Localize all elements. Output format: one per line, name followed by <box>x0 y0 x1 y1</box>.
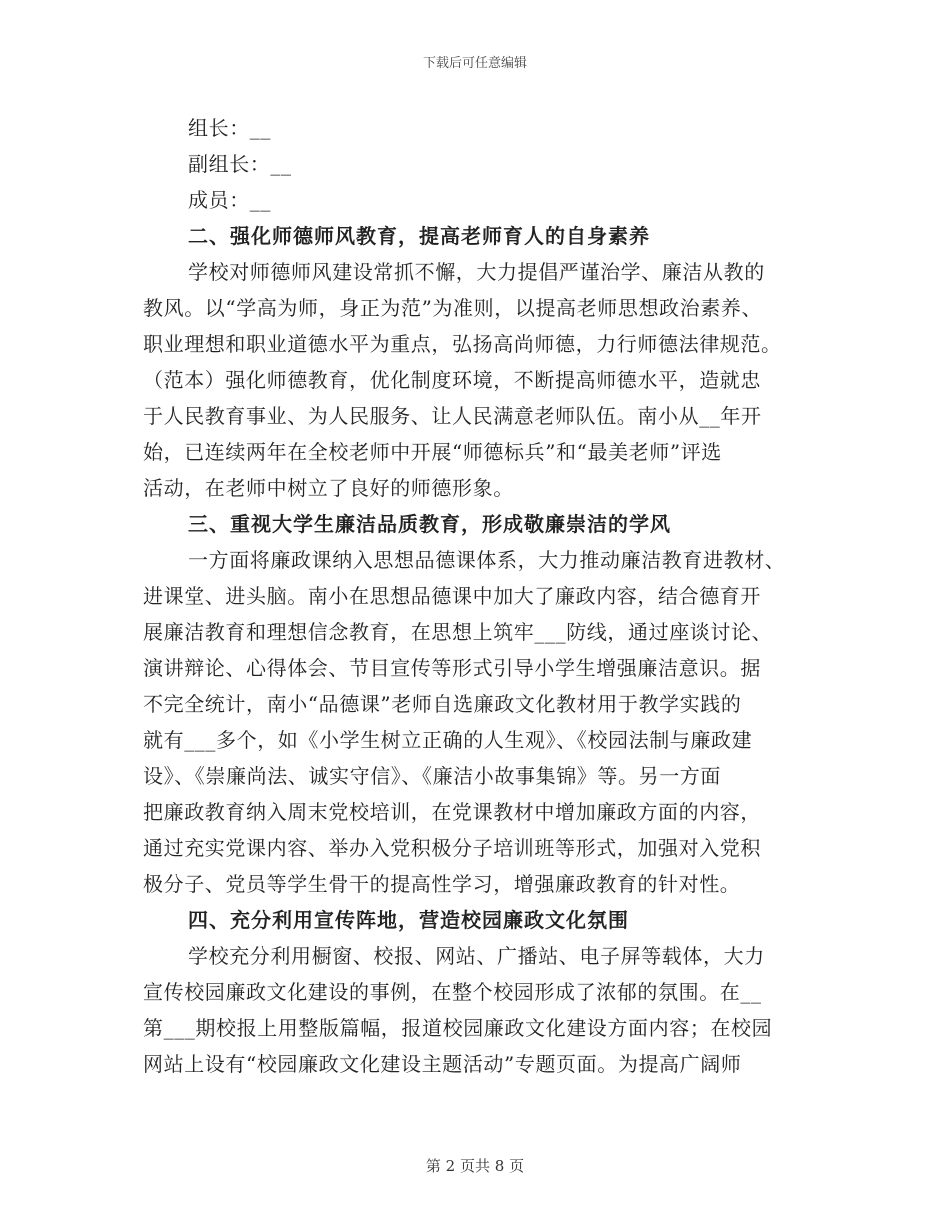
paragraph-line: 演讲辩论、心得体会、节目宣传等形式引导小学生增强廉洁意识。据 <box>143 656 761 680</box>
paragraph-line: 通过充实党课内容、举办入党积极分子培训班等形式，加强对入党积 <box>143 836 761 860</box>
document-body <box>143 110 808 1082</box>
paragraph-line: 第___期校报上用整版篇幅，报道校园廉政文化建设方面内容；在校园 <box>143 1016 773 1040</box>
paragraph-line: 教风。以“学高为师，身正为范”为准则，以提高老师思想政治素养、 <box>143 296 763 320</box>
paragraph-line: 于人民教育事业、为人民服务、让人民满意老师队伍。南小从__年开 <box>143 404 762 428</box>
section-3-paragraph <box>143 542 808 902</box>
paragraph-line: 设》、《崇廉尚法、诚实守信》、《廉洁小故事集锦》等。另一方面 <box>143 764 721 788</box>
role-deputy-leader: 副组长：__ <box>188 152 292 176</box>
paragraph-line: 学校充分利用橱窗、校报、网站、广播站、电子屏等载体，大力 <box>188 944 765 968</box>
paragraph-line: 就有___多个，如《小学生树立正确的人生观》、《校园法制与廉政建 <box>143 728 753 752</box>
section-heading-4: 四、充分利用宣传阵地，营造校园廉政文化氛围 <box>188 908 629 932</box>
section-heading-3: 三、重视大学生廉洁品质教育，形成敬廉崇洁的学风 <box>188 512 671 536</box>
paragraph-line: 展廉洁教育和理想信念教育，在思想上筑牢___防线，通过座谈讨论、 <box>143 620 773 644</box>
paragraph-line: 活动，在老师中树立了良好的师德形象。 <box>143 476 514 500</box>
page-header-note: 下载后可任意编辑 <box>422 56 527 71</box>
paragraph-line: 一方面将廉政课纳入思想品德课体系，大力推动廉洁教育进教材、 <box>188 548 786 572</box>
paragraph-line: 进课堂、进头脑。南小在思想品德课中加大了廉政内容，结合德育开 <box>143 584 761 608</box>
paragraph-line: 极分子、党员等学生骨干的提高性学习，增强廉政教育的针对性。 <box>143 872 741 896</box>
section-2-paragraph <box>143 254 808 506</box>
section-4-paragraph <box>143 938 808 1082</box>
paragraph-line: 职业理想和职业道德水平为重点，弘扬高尚师德，力行师德法律规范。 <box>143 332 782 356</box>
paragraph-line: 学校对师德师风建设常抓不懈，大力提倡严谨治学、廉洁从教的 <box>188 260 765 284</box>
paragraph-line: （范本）强化师德教育，优化制度环境，不断提高师德水平，造就忠 <box>143 368 761 392</box>
paragraph-line: 把廉政教育纳入周末党校培训，在党课教材中增加廉政方面的内容， <box>143 800 761 824</box>
paragraph-line: 网站上设有“校园廉政文化建设主题活动”专题页面。为提高广阔师 <box>143 1052 742 1076</box>
paragraph-line: 始，已连续两年在全校老师中开展“师德标兵”和“最美老师”评选 <box>143 440 722 464</box>
page-number: 第 2 页共 8 页 <box>425 1157 525 1175</box>
role-members: 成员：__ <box>188 188 271 212</box>
section-heading-2: 二、强化师德师风教育，提高老师育人的自身素养 <box>188 224 650 248</box>
paragraph-line: 宣传校园廉政文化建设的事例，在整个校园形成了浓郁的氛围。在__ <box>143 980 762 1004</box>
role-leader: 组长：__ <box>188 116 271 140</box>
paragraph-line: 不完全统计，南小“品德课”老师自选廉政文化教材用于教学实践的 <box>143 692 742 716</box>
